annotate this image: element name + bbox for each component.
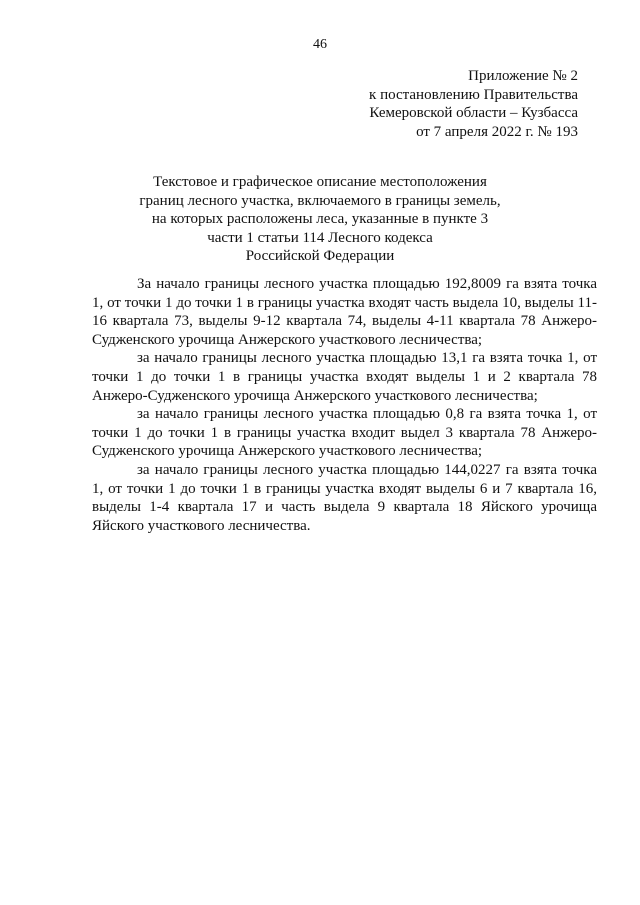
title-line: Текстовое и графическое описание местоположения	[153, 174, 487, 190]
page-number: 46	[313, 37, 327, 52]
appendix-line: от 7 апреля 2022 г. № 193	[416, 123, 578, 140]
paragraph: за начало границы лесного участка площадью 0,8 га взята точка 1, от точки 1 до точки 1 в границы участка входит выдел 3 квартала 78 Анжеро-Судженского урочища Анжерского участкового лесничества;	[92, 406, 597, 460]
appendix-line: Кемеровской области – Кузбасса	[369, 105, 578, 121]
paragraph: за начало границы лесного участка площадью 13,1 га взята точка 1, от точки 1 до точки 1 в границы участка входят выделы 1 и 2 квартала 78 Анжеро-Судженского урочища Анжерского участкового лесничества;	[92, 350, 597, 404]
paragraph: за начало границы лесного участка площадью 144,0227 га взята точка 1, от точки 1 до точки 1 в границы участка входят выделы 6 и 7 квартала 16, выделы 1-4 квартала 17 и часть выдела 9 квартала 18 Яйского урочища Яйского участкового лесничества.	[92, 461, 597, 534]
title-line: части 1 статьи 114 Лесного кодекса	[207, 229, 433, 246]
body-text	[92, 275, 597, 535]
title-line: Российской Федерации	[245, 248, 395, 265]
appendix-line: Приложение № 2	[468, 68, 578, 84]
appendix-line: к постановлению Правительства	[369, 86, 578, 103]
appendix-header	[369, 67, 578, 141]
title-line: границ лесного участка, включаемого в границы земель,	[139, 192, 501, 209]
document-title	[0, 173, 640, 266]
paragraph: За начало границы лесного участка площадью 192,8009 га взята точка 1, от точки 1 до точки 1 в границы участка входят часть выдела 10, выделы 11-16 квартала 73, выделы 9-12 квартала 74, выделы 4-11 квартала 78 Анжеро-Судженского урочища Анжерского участкового лесничества;	[92, 276, 597, 348]
title-line: на которых расположены леса, указанные в пункте 3	[151, 211, 489, 228]
